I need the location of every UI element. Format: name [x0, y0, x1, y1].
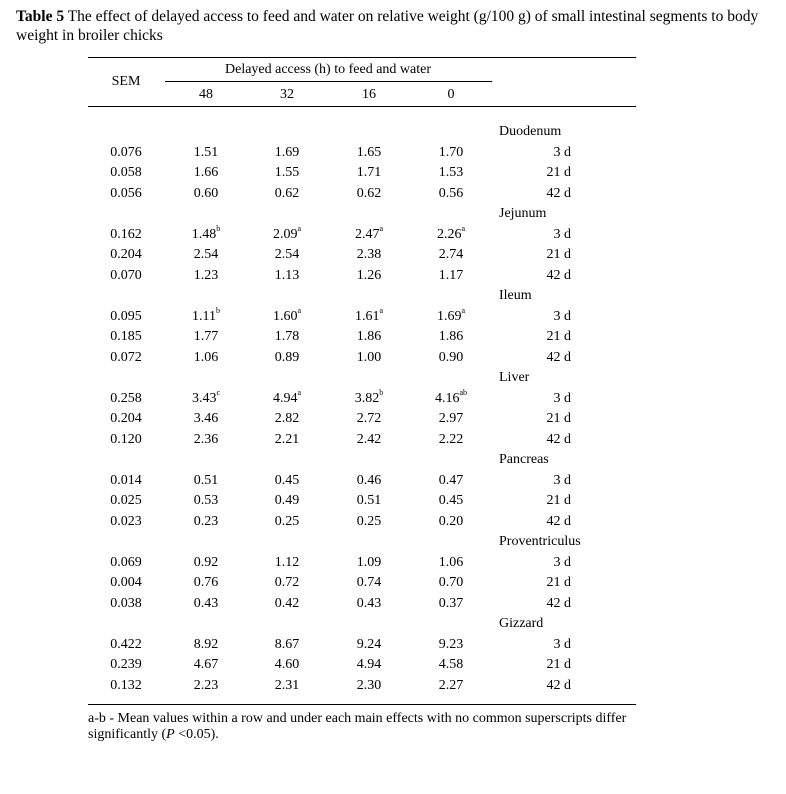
- value-cell: [194, 411, 219, 427]
- value-number: 4.60: [274, 657, 300, 672]
- value-cell: [439, 247, 464, 263]
- value-number: 0.74: [356, 575, 382, 590]
- value-cell: [439, 268, 464, 284]
- value-cell: [194, 145, 219, 161]
- value-number: 1.09: [356, 554, 382, 570]
- significance-superscript: b: [216, 223, 221, 233]
- value-cell: [194, 432, 219, 448]
- value-cell: [275, 145, 300, 161]
- value-cell: [357, 268, 382, 284]
- footnote-p-symbol: P: [166, 727, 175, 742]
- value-number: 0.49: [274, 493, 300, 508]
- sem-cell: 0.422: [110, 636, 142, 652]
- value-number: 2.36: [193, 431, 219, 447]
- value-number: 1.17: [438, 267, 464, 283]
- value-cell: [272, 305, 302, 325]
- value-number: 4.67: [193, 657, 219, 672]
- value-number: 2.23: [193, 677, 219, 693]
- value-cell: [194, 596, 219, 612]
- sem-cell: 0.072: [110, 349, 142, 365]
- column-header-0: 0: [447, 87, 455, 102]
- sem-cell: 0.258: [110, 390, 142, 406]
- value-number: 2.47: [354, 226, 380, 242]
- sem-cell: 0.014: [110, 472, 142, 488]
- value-number: 0.47: [438, 472, 464, 488]
- value-cell: [275, 514, 300, 530]
- day-label: 3 d: [553, 390, 571, 406]
- value-cell: [357, 514, 382, 530]
- value-number: 1.48: [191, 226, 217, 242]
- value-cell: [194, 165, 219, 181]
- value-cell: [194, 268, 219, 284]
- value-cell: [357, 329, 382, 345]
- value-number: 0.92: [193, 554, 219, 570]
- sem-cell: 0.023: [110, 513, 142, 529]
- value-number: 1.06: [193, 349, 219, 365]
- value-number: 2.82: [274, 411, 300, 426]
- significance-superscript: c: [216, 387, 221, 397]
- value-number: 0.51: [193, 472, 219, 488]
- value-cell: [357, 657, 382, 673]
- value-number: 0.56: [438, 185, 464, 201]
- value-cell: [275, 493, 300, 509]
- value-cell: [194, 514, 219, 530]
- group-header: Delayed access (h) to feed and water: [224, 62, 432, 77]
- value-number: 1.65: [356, 144, 382, 160]
- value-cell: [275, 350, 300, 366]
- sem-cell: 0.070: [110, 267, 142, 283]
- value-number: 1.86: [356, 329, 382, 344]
- day-label: 42 d: [546, 513, 571, 529]
- section-label: Ileum: [499, 288, 532, 303]
- value-number: 1.06: [438, 554, 464, 570]
- value-cell: [439, 165, 464, 181]
- value-cell: [275, 165, 300, 181]
- significance-superscript: ab: [459, 387, 468, 397]
- value-number: 0.25: [356, 513, 382, 529]
- value-cell: [439, 596, 464, 612]
- value-number: 2.21: [274, 431, 300, 447]
- day-label: 42 d: [546, 185, 571, 201]
- sem-cell: 0.204: [110, 247, 142, 262]
- day-label: 3 d: [553, 554, 571, 570]
- value-cell: [275, 186, 300, 202]
- value-number: 0.62: [274, 185, 300, 201]
- value-number: 0.72: [274, 575, 300, 590]
- value-cell: [357, 678, 382, 694]
- value-cell: [357, 186, 382, 202]
- value-number: 1.23: [193, 267, 219, 283]
- table-label: Table 5: [16, 8, 65, 25]
- significance-superscript: a: [297, 387, 302, 397]
- significance-superscript: a: [379, 305, 384, 315]
- value-number: 1.51: [193, 144, 219, 160]
- value-cell: [275, 247, 300, 263]
- value-cell: [439, 411, 464, 427]
- value-number: 0.46: [356, 472, 382, 488]
- day-label: 42 d: [546, 349, 571, 365]
- day-label: 42 d: [546, 267, 571, 283]
- value-cell: [192, 305, 220, 325]
- value-cell: [194, 555, 219, 571]
- value-number: 0.25: [274, 513, 300, 529]
- value-number: 0.43: [193, 595, 219, 611]
- value-cell: [436, 305, 466, 325]
- value-number: 1.66: [193, 165, 219, 180]
- sem-cell: 0.132: [110, 677, 142, 693]
- sem-cell: 0.058: [110, 165, 142, 180]
- value-number: 2.31: [274, 677, 300, 693]
- section-label: Proventriculus: [499, 534, 581, 549]
- value-number: 0.76: [193, 575, 219, 590]
- day-label: 42 d: [546, 595, 571, 611]
- value-number: 8.67: [274, 636, 300, 652]
- value-number: 0.42: [274, 595, 300, 611]
- value-number: 0.90: [438, 349, 464, 365]
- sem-cell: 0.004: [110, 575, 142, 590]
- value-cell: [272, 223, 302, 243]
- value-number: 0.51: [356, 493, 382, 508]
- column-header-32: 32: [280, 87, 294, 102]
- value-number: 1.70: [438, 144, 464, 160]
- section-label: Gizzard: [499, 616, 544, 631]
- significance-superscript: a: [461, 223, 466, 233]
- value-number: 2.74: [438, 247, 464, 262]
- sem-cell: 0.056: [110, 185, 142, 201]
- value-number: 2.72: [356, 411, 382, 426]
- value-cell: [194, 350, 219, 366]
- value-cell: [434, 387, 468, 407]
- value-number: 1.60: [272, 308, 298, 324]
- value-number: 3.46: [193, 411, 219, 426]
- value-number: 9.24: [356, 636, 382, 652]
- value-number: 2.54: [274, 247, 300, 262]
- value-number: 1.69: [274, 144, 300, 160]
- section-label: Liver: [499, 370, 530, 385]
- day-label: 21 d: [546, 657, 571, 672]
- footnote-text-end: <0.05).: [174, 727, 219, 742]
- value-number: 2.97: [438, 411, 464, 426]
- value-cell: [357, 596, 382, 612]
- value-number: 1.71: [356, 165, 382, 180]
- value-cell: [439, 145, 464, 161]
- value-cell: [194, 678, 219, 694]
- value-cell: [194, 473, 219, 489]
- value-cell: [275, 432, 300, 448]
- value-cell: [439, 637, 464, 653]
- section-label: Pancreas: [499, 452, 549, 467]
- value-cell: [439, 575, 464, 591]
- value-number: 2.09: [272, 226, 298, 242]
- sem-cell: 0.076: [110, 144, 142, 160]
- value-cell: [357, 411, 382, 427]
- value-number: 3.43: [191, 390, 217, 406]
- significance-superscript: a: [297, 223, 302, 233]
- significance-superscript: b: [215, 305, 220, 315]
- value-number: 8.92: [193, 636, 219, 652]
- value-cell: [194, 657, 219, 673]
- value-number: 1.55: [274, 165, 300, 180]
- value-number: 4.58: [438, 657, 464, 672]
- value-number: 0.62: [356, 185, 382, 201]
- value-cell: [439, 329, 464, 345]
- day-label: 3 d: [553, 226, 571, 242]
- value-cell: [275, 268, 300, 284]
- value-cell: [439, 555, 464, 571]
- value-number: 0.20: [438, 513, 464, 529]
- value-number: 4.94: [272, 390, 298, 406]
- sem-cell: 0.095: [110, 308, 142, 324]
- value-cell: [275, 637, 300, 653]
- table-caption: [16, 7, 776, 45]
- value-cell: [439, 493, 464, 509]
- sem-cell: 0.069: [110, 554, 142, 570]
- day-label: 3 d: [553, 472, 571, 488]
- sem-cell: 0.239: [110, 657, 142, 672]
- value-cell: [191, 223, 221, 243]
- value-cell: [439, 432, 464, 448]
- value-number: 0.37: [438, 595, 464, 611]
- value-number: 9.23: [438, 636, 464, 652]
- value-cell: [357, 432, 382, 448]
- day-label: 21 d: [546, 575, 571, 590]
- value-cell: [439, 657, 464, 673]
- value-number: 0.60: [193, 185, 219, 201]
- sem-cell: 0.162: [110, 226, 142, 242]
- section-label: Jejunum: [499, 206, 547, 221]
- value-cell: [439, 514, 464, 530]
- significance-superscript: a: [379, 223, 384, 233]
- value-cell: [354, 387, 384, 407]
- value-number: 4.94: [356, 657, 382, 672]
- value-cell: [357, 145, 382, 161]
- value-cell: [194, 493, 219, 509]
- value-cell: [194, 637, 219, 653]
- value-cell: [275, 555, 300, 571]
- header-rule: [88, 106, 636, 107]
- value-cell: [354, 223, 384, 243]
- top-rule: [88, 57, 636, 58]
- significance-superscript: a: [297, 305, 302, 315]
- value-cell: [439, 473, 464, 489]
- value-cell: [275, 596, 300, 612]
- value-number: 0.45: [438, 493, 464, 508]
- value-cell: [357, 247, 382, 263]
- sem-header: SEM: [111, 74, 141, 89]
- day-label: 3 d: [553, 144, 571, 160]
- significance-superscript: a: [461, 305, 466, 315]
- value-number: 1.61: [354, 308, 380, 324]
- value-number: 0.53: [193, 493, 219, 508]
- value-cell: [436, 223, 466, 243]
- value-cell: [439, 678, 464, 694]
- value-cell: [357, 575, 382, 591]
- value-cell: [191, 387, 221, 407]
- day-label: 3 d: [553, 308, 571, 324]
- sem-cell: 0.185: [110, 329, 142, 344]
- sem-cell: 0.025: [110, 493, 142, 508]
- value-cell: [272, 387, 302, 407]
- value-number: 2.26: [436, 226, 462, 242]
- bottom-rule: [88, 704, 636, 705]
- value-cell: [357, 165, 382, 181]
- section-label: Duodenum: [499, 124, 562, 139]
- value-number: 1.11: [192, 308, 216, 324]
- value-number: 0.43: [356, 595, 382, 611]
- value-cell: [194, 575, 219, 591]
- value-cell: [439, 350, 464, 366]
- value-number: 2.27: [438, 677, 464, 693]
- value-cell: [439, 186, 464, 202]
- value-cell: [275, 678, 300, 694]
- value-number: 1.53: [438, 165, 464, 180]
- value-number: 2.22: [438, 431, 464, 447]
- value-cell: [275, 575, 300, 591]
- value-cell: [275, 657, 300, 673]
- day-label: 42 d: [546, 431, 571, 447]
- value-number: 0.23: [193, 513, 219, 529]
- value-number: 1.78: [274, 329, 300, 344]
- column-header-16: 16: [362, 87, 376, 102]
- value-cell: [354, 305, 384, 325]
- footnote-text: a-b - Mean values within a row and under each main effects with no common superscripts differ significantly (: [88, 711, 627, 742]
- value-number: 1.26: [356, 267, 382, 283]
- value-cell: [194, 329, 219, 345]
- value-number: 3.82: [354, 390, 380, 406]
- sem-cell: 0.120: [110, 431, 142, 447]
- group-rule: [165, 81, 492, 82]
- value-number: 1.86: [438, 329, 464, 344]
- value-number: 2.38: [356, 247, 382, 262]
- value-cell: [357, 350, 382, 366]
- value-number: 2.54: [193, 247, 219, 262]
- value-number: 2.30: [356, 677, 382, 693]
- significance-superscript: b: [379, 387, 384, 397]
- value-cell: [194, 186, 219, 202]
- column-header-48: 48: [199, 87, 213, 102]
- sem-cell: 0.204: [110, 411, 142, 426]
- value-number: 1.77: [193, 329, 219, 344]
- value-number: 1.12: [274, 554, 300, 570]
- day-label: 21 d: [546, 247, 571, 262]
- day-label: 21 d: [546, 493, 571, 508]
- value-number: 1.69: [436, 308, 462, 324]
- value-number: 2.42: [356, 431, 382, 447]
- value-cell: [357, 555, 382, 571]
- value-number: 0.45: [274, 472, 300, 488]
- sem-cell: 0.038: [110, 595, 142, 611]
- footnote: [88, 711, 668, 743]
- value-number: 1.13: [274, 267, 300, 283]
- value-number: 1.00: [356, 349, 382, 365]
- value-number: 0.70: [438, 575, 464, 590]
- day-label: 3 d: [553, 636, 571, 652]
- value-cell: [275, 411, 300, 427]
- value-cell: [275, 329, 300, 345]
- value-number: 4.16: [434, 390, 460, 406]
- value-cell: [275, 473, 300, 489]
- day-label: 21 d: [546, 411, 571, 426]
- value-cell: [357, 473, 382, 489]
- value-number: 0.89: [274, 349, 300, 365]
- value-cell: [194, 247, 219, 263]
- table-title: The effect of delayed access to feed and water on relative weight (g/100 g) of small intestinal segments to body weight in broiler chicks: [16, 8, 759, 44]
- value-cell: [357, 493, 382, 509]
- value-cell: [357, 637, 382, 653]
- day-label: 42 d: [546, 677, 571, 693]
- day-label: 21 d: [546, 165, 571, 180]
- day-label: 21 d: [546, 329, 571, 344]
